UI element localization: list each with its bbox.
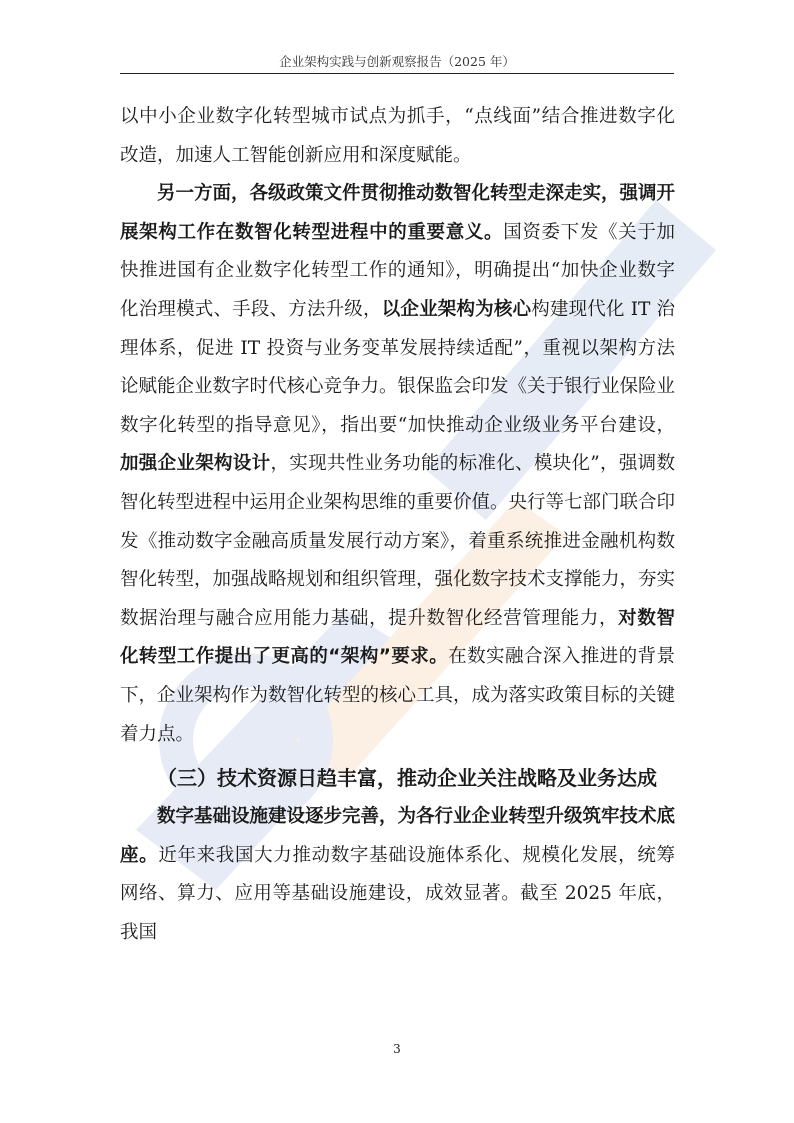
section-heading: （三）技术资源日趋丰富，推动企业关注战略及业务达成 [157,766,657,791]
paragraph-continuation: 以中小企业数字化转型城市试点为抓手，“点线面”结合推进数字化改造，加速人工智能创新应用和深度赋能。 [120,106,675,166]
header-divider [120,73,674,74]
bold-phrase: 对数智化转型工作提出了更高的“架构”要求。 [120,607,675,668]
text-run: 构建现代化 IT 治理体系，促进 IT 投资与业务变革发展持续适配”，重视以架构方法论赋能企业数字时代核心竞争力。银保监会印发《关于银行业保险业数字化转型的指导意见》，指出要“加快推动企业级业务平台建设， [120,298,676,436]
text-run: 国资委下发《关于加快推进国有企业数字化转型工作的通知》，明确提出“加快企业数字化治理模式、手段、方法升级， [120,221,675,320]
page-number: 3 [393,1042,401,1056]
text-run: 近年来我国大力推动数字基础设施体系化、规模化发展，统筹网络、算力、应用等基础设施建设，成效显著。截至 2025 年底，我国 [120,844,675,943]
text-run: ，实现共性业务功能的标准化、模块化”，强调数智化转型进程中运用企业架构思维的重要价值。央行等七部门联合印发《推动数字金融高质量发展行动方案》，着重系统推进金融机构数智化转型，加强战略规划和组织管理，强化数字技术支撑能力，夯实数据治理与融合应用能力基础，提升数智化经营管理能力， [120,453,676,629]
paragraph-infrastructure [120,798,675,952]
bold-lead-sentence: 数字基础设施建设逐步完善，为各行业企业转型升级筑牢技术底座。 [120,806,676,866]
document-body [120,98,675,952]
paragraph-policy [120,175,675,754]
bold-lead-sentence: 另一方面，各级政策文件贯彻推动数智化转型走深走实，强调开展架构工作在数智化转型进程中的重要意义。 [120,183,676,243]
running-header: 企业架构实践与创新观察报告（2025 年） [279,54,515,69]
bold-phrase: 以企业架构为核心 [381,298,532,320]
bold-phrase: 加强企业架构设计 [120,453,271,475]
text-run: 在数实融合深入推进的背景下，企业架构作为数智化转型的核心工具，成为落实政策目标的关键着力点。 [120,646,676,745]
